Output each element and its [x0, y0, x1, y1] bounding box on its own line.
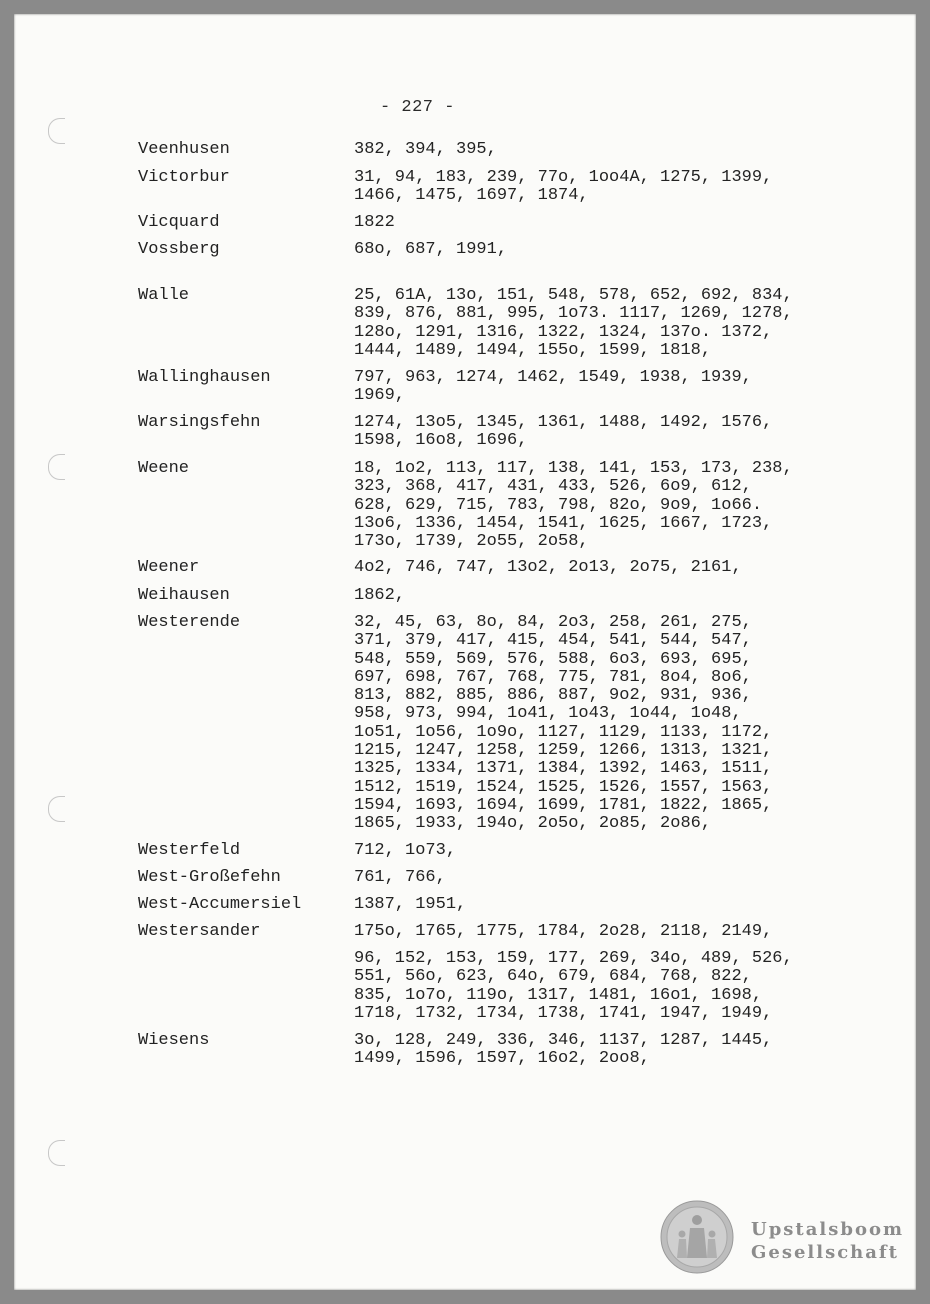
- reference-numbers: 712, 1o73,: [354, 841, 457, 860]
- place-name: Westersander: [138, 922, 261, 941]
- place-name: Warsingsfehn: [138, 413, 261, 432]
- place-name: Veenhusen: [138, 140, 230, 159]
- reference-numbers: 25, 61A, 13o, 151, 548, 578, 652, 692, 834, 839, 876, 881, 995, 1o73. 1117, 1269, 1278, 128o, 1291, 1316, 1322, 1324, 137o. 1372, 1444, 1489, 1494, 155o, 1599, 1818,: [354, 286, 793, 360]
- reference-numbers: 797, 963, 1274, 1462, 1549, 1938, 1939, 1969,: [354, 368, 752, 406]
- reference-numbers: 1862,: [354, 586, 406, 605]
- reference-numbers: 31, 94, 183, 239, 77o, 1oo4A, 1275, 1399, 1466, 1475, 1697, 1874,: [354, 168, 773, 206]
- place-name: Vicquard: [138, 213, 220, 232]
- reference-numbers: 175o, 1765, 1775, 1784, 2o28, 2118, 2149,: [354, 922, 773, 941]
- reference-numbers: 18, 1o2, 113, 117, 138, 141, 153, 173, 238, 323, 368, 417, 431, 433, 526, 6o9, 612, 628, 629, 715, 783, 798, 82o, 9o9, 1o66. 13o6, 1336, 1454, 1541, 1625, 1667, 1723, 173o, 1739, 2o55, 2o58,: [354, 459, 793, 552]
- reference-numbers: 32, 45, 63, 8o, 84, 2o3, 258, 261, 275, 371, 379, 417, 415, 454, 541, 544, 547, 548, 559, 569, 576, 588, 6o3, 693, 695, 697, 698, 767, 768, 775, 781, 8o4, 8o6, 813, 882, 885, 886, 887, 9o2, 931, 936, 958, 973, 994, 1o41, 1o43, 1o44, 1o48, 1o51, 1o56, 1o9o, 1127, 1129, 1133, 1172, 1215, 1247, 1258, 1259, 1266, 1313, 1321, 1325, 1334, 1371, 1384, 1392, 1463, 1511, 1512, 1519, 1524, 1525, 1526, 1557, 1563, 1594, 1693, 1694, 1699, 1781, 1822, 1865, 1865, 1933, 194o, 2o5o, 2o85, 2o86,: [354, 613, 773, 834]
- place-name: Weihausen: [138, 586, 230, 605]
- reference-numbers: 761, 766,: [354, 868, 446, 887]
- reference-numbers: 1822: [354, 213, 395, 232]
- place-name: Vossberg: [138, 240, 220, 259]
- place-name: West-Accumersiel: [138, 895, 302, 914]
- society-name-line1: Upstalsboom: [751, 1219, 905, 1240]
- place-name: Weene: [138, 459, 190, 478]
- page-number: - 227 -: [380, 98, 455, 117]
- reference-numbers: 382, 394, 395,: [354, 140, 497, 159]
- index-entries: [14, 14, 916, 1290]
- place-name: Wiesens: [138, 1031, 210, 1050]
- reference-numbers: 3o, 128, 249, 336, 346, 1137, 1287, 1445, 1499, 1596, 1597, 16o2, 2oo8,: [354, 1031, 773, 1069]
- place-name: Victorbur: [138, 168, 230, 187]
- reference-numbers: 1387, 1951,: [354, 895, 467, 914]
- place-name: Westerende: [138, 613, 241, 632]
- society-watermark: [751, 1218, 904, 1264]
- reference-numbers: 4o2, 746, 747, 13o2, 2o13, 2o75, 2161,: [354, 558, 742, 577]
- reference-numbers: 96, 152, 153, 159, 177, 269, 34o, 489, 526, 551, 56o, 623, 64o, 679, 684, 768, 822, 835, 1o7o, 119o, 1317, 1481, 16o1, 1698, 1718, 1732, 1734, 1738, 1741, 1947, 1949,: [354, 949, 793, 1023]
- society-name-line2: Gesellschaft: [751, 1242, 899, 1263]
- document-page: [14, 14, 916, 1290]
- place-name: Wallinghausen: [138, 368, 271, 387]
- society-seal-logo: [660, 1200, 734, 1274]
- reference-numbers: 68o, 687, 1991,: [354, 240, 508, 259]
- place-name: West-Großefehn: [138, 868, 281, 887]
- place-name: Walle: [138, 286, 190, 305]
- reference-numbers: 1274, 13o5, 1345, 1361, 1488, 1492, 1576, 1598, 16o8, 1696,: [354, 413, 773, 451]
- place-name: Westerfeld: [138, 841, 241, 860]
- place-name: Weener: [138, 558, 200, 577]
